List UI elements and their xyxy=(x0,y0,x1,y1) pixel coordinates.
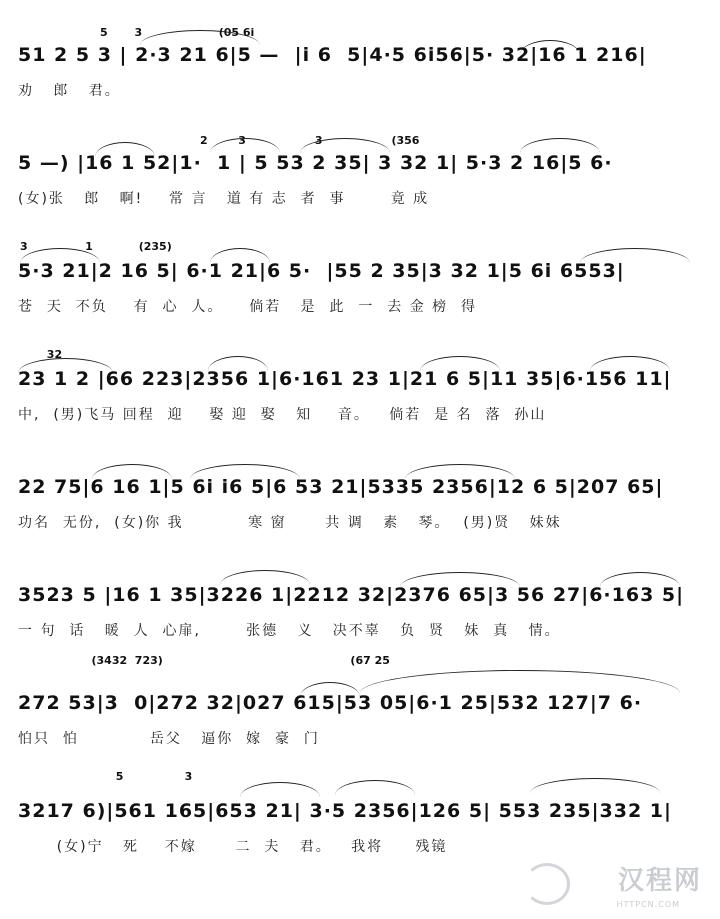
slur xyxy=(520,138,600,153)
lyric-line: (女)张 郎 啊! 常 言 道 有 志 者 事 竟 成 xyxy=(18,191,430,207)
slur xyxy=(240,782,320,797)
grace-notes: 5 3 (05 6i xyxy=(100,26,255,39)
lyric-line: 苍 天 不负 有 心 人。 倘若 是 此 一 去 金 榜 得 xyxy=(18,299,478,315)
watermark-text: 汉程网 xyxy=(617,866,702,896)
note-line: 3523 5 |16 1 35|3226 1|2212 32|2376 65|3 56 27|6·163 5| xyxy=(18,584,685,606)
grace-notes: 3 1 (235) xyxy=(20,240,172,253)
lyric-line: 功名 无份, (女)你 我 寒 窗 共 调 素 琴。 (男)贤 妹妹 xyxy=(18,515,562,531)
note-line: 5·3 21|2 16 5| 6·1 21|6 5· |55 2 35|3 32 1|5 6i 6553| xyxy=(18,260,625,282)
score-line-2 xyxy=(0,108,720,218)
score-line-7 xyxy=(0,648,720,758)
note-line: 272 53|3 0|272 32|027 615|53 05|6·1 25|532 127|7 6· xyxy=(18,692,643,714)
slur xyxy=(220,570,310,585)
score-line-4 xyxy=(0,324,720,434)
slur xyxy=(360,670,680,693)
score-line-5 xyxy=(0,432,720,542)
score-line-8 xyxy=(0,756,720,866)
grace-notes: 5 3 xyxy=(20,770,193,783)
lyric-line: (女)宁 死 不嫁 二 夫 君。 我将 残镜 xyxy=(18,839,448,855)
watermark-url: HTTPCN.COM xyxy=(616,900,680,909)
slur xyxy=(530,778,660,793)
score-line-6 xyxy=(0,540,720,650)
grace-notes: (3432 723) (67 25 xyxy=(80,654,390,667)
note-line: 51 2 5 3 | 2·3 21 6|5 — |i 6 5|4·5 6i56|5· 32|16 1 216| xyxy=(18,44,647,66)
note-line: 22 75|6 16 1|5 6i i6 5|6 53 21|5335 2356|12 6 5|207 65| xyxy=(18,476,664,498)
note-line: 3217 6)|561 165|653 21| 3·5 2356|126 5| 553 235|332 1| xyxy=(18,800,672,822)
score-line-1 xyxy=(0,0,720,110)
lyric-line: 怕只 怕 岳父 逼你 嫁 豪 门 xyxy=(18,731,320,747)
note-line: 23 1 2 |66 223|2356 1|6·161 23 1|21 6 5|11 35|6·156 11| xyxy=(18,368,672,390)
lyric-line: 一 句 话 暖 人 心扉, 张德 义 决不辜 负 贤 妹 真 情。 xyxy=(18,623,561,639)
lyric-line: 中, (男)飞马 回程 迎 娶 迎 娶 知 音。 倘若 是 名 落 孙山 xyxy=(18,407,547,423)
note-line: 5 —) |16 1 52|1· 1 | 5 53 2 35| 3 32 1| 5·3 2 16|5 6· xyxy=(18,152,613,174)
lyric-line: 劝 郎 君。 xyxy=(18,83,121,99)
grace-notes: 2 3 3 (356 xyxy=(200,134,420,147)
slur xyxy=(335,780,415,795)
watermark-logo-icon xyxy=(524,863,570,905)
grace-notes: 32 xyxy=(20,348,63,361)
score-line-3 xyxy=(0,216,720,326)
